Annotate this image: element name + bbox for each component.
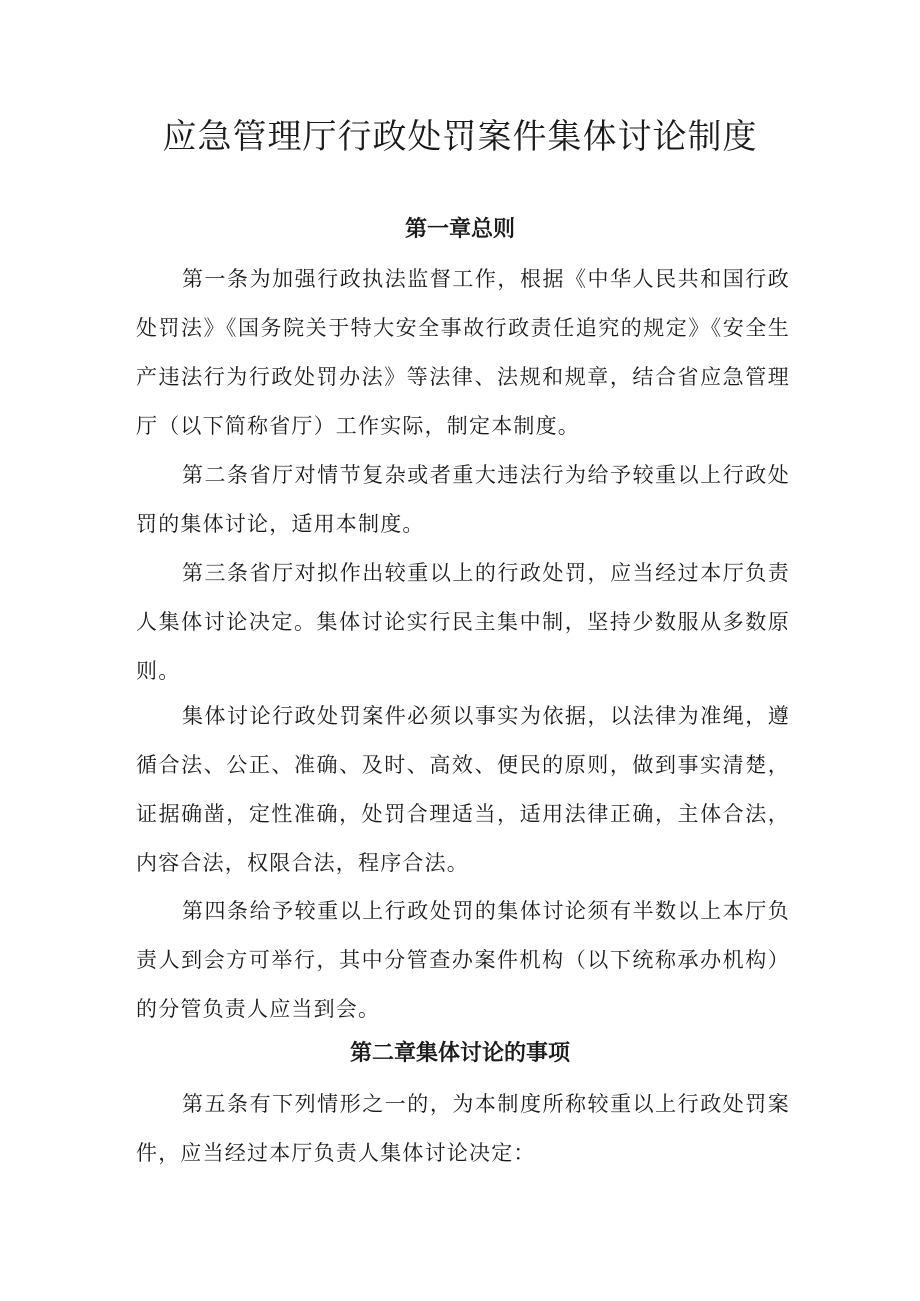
document-title: 应急管理厅行政处罚案件集体讨论制度 [162,117,758,157]
article-5-paragraph: 第五条有下列情形之一的，为本制度所称较重以上行政处罚案件，应当经过本厅负责人集体讨论决定： [136,1092,790,1165]
article-3-paragraph: 第三条省厅对拟作出较重以上的行政处罚，应当经过本厅负责人集体讨论决定。集体讨论实行民主集中制，坚持少数服从多数原则。 [136,561,790,683]
article-3-continuation-paragraph: 集体讨论行政处罚案件必须以事实为依据，以法律为准绳，遵循合法、公正、准确、及时、高效、便民的原则，做到事实清楚，证据确凿，定性准确，处罚合理适当，适用法律正确，主体合法，内容合法，权限合法，程序合法。 [136,704,790,875]
chapter-heading-1: 第一章总则 [404,217,515,242]
chapter-heading-2: 第二章集体讨论的事项 [349,1041,570,1066]
article-1-paragraph: 第一条为加强行政执法监督工作，根据《中华人民共和国行政处罚法》《国务院关于特大安全事故行政责任追究的规定》《安全生产违法行为行政处罚办法》等法律、法规和规章，结合省应急管理厅（以下简称省厅）工作实际，制定本制度。 [136,267,790,438]
article-4-paragraph: 第四条给予较重以上行政处罚的集体讨论须有半数以上本厅负责人到会方可举行，其中分管查办案件机构（以下统称承办机构）的分管负责人应当到会。 [136,899,790,1021]
article-2-paragraph: 第二条省厅对情节复杂或者重大违法行为给予较重以上行政处罚的集体讨论，适用本制度。 [136,463,790,536]
